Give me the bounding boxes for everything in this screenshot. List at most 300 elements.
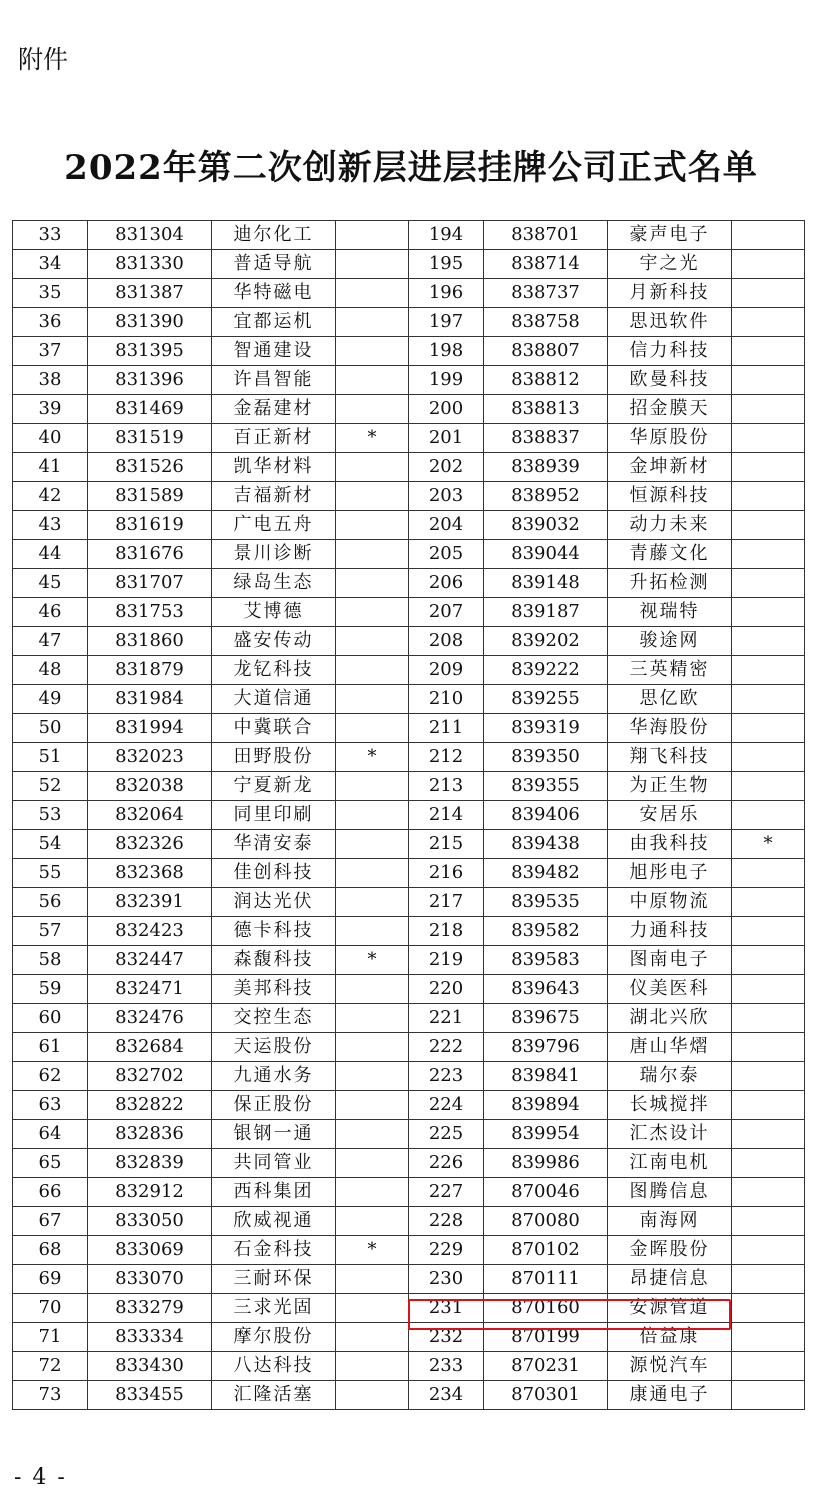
cell-left-no: 51 bbox=[13, 743, 88, 772]
table-row bbox=[13, 1352, 805, 1381]
cell-left-code: 832822 bbox=[88, 1091, 212, 1120]
cell-left-mark: * bbox=[336, 1236, 409, 1265]
cell-right-no: 205 bbox=[409, 540, 484, 569]
cell-right-mark bbox=[732, 714, 805, 743]
cell-left-name: 迪尔化工 bbox=[212, 221, 336, 250]
cell-left-code: 832038 bbox=[88, 772, 212, 801]
cell-right-code: 839675 bbox=[484, 1004, 608, 1033]
cell-left-name: 保正股份 bbox=[212, 1091, 336, 1120]
cell-left-no: 35 bbox=[13, 279, 88, 308]
cell-right-mark bbox=[732, 1323, 805, 1352]
cell-left-code: 831984 bbox=[88, 685, 212, 714]
cell-right-code: 839255 bbox=[484, 685, 608, 714]
cell-left-mark bbox=[336, 366, 409, 395]
cell-left-no: 53 bbox=[13, 801, 88, 830]
cell-left-name: 西科集团 bbox=[212, 1178, 336, 1207]
table-row bbox=[13, 1381, 805, 1410]
cell-left-mark bbox=[336, 1033, 409, 1062]
cell-left-code: 831519 bbox=[88, 424, 212, 453]
cell-right-name: 倍益康 bbox=[608, 1323, 732, 1352]
cell-right-no: 199 bbox=[409, 366, 484, 395]
cell-left-mark bbox=[336, 830, 409, 859]
cell-left-no: 60 bbox=[13, 1004, 88, 1033]
cell-right-mark bbox=[732, 772, 805, 801]
cell-right-name: 升拓检测 bbox=[608, 569, 732, 598]
cell-right-mark bbox=[732, 366, 805, 395]
cell-right-code: 870231 bbox=[484, 1352, 608, 1381]
cell-left-name: 天运股份 bbox=[212, 1033, 336, 1062]
cell-left-no: 72 bbox=[13, 1352, 88, 1381]
cell-right-no: 220 bbox=[409, 975, 484, 1004]
company-list-table bbox=[12, 220, 805, 1410]
cell-left-mark bbox=[336, 598, 409, 627]
cell-right-code: 839582 bbox=[484, 917, 608, 946]
cell-left-code: 833069 bbox=[88, 1236, 212, 1265]
table-row bbox=[13, 772, 805, 801]
table-row bbox=[13, 453, 805, 482]
cell-right-mark bbox=[732, 1294, 805, 1323]
cell-right-code: 870111 bbox=[484, 1265, 608, 1294]
cell-right-name: 信力科技 bbox=[608, 337, 732, 366]
cell-left-code: 831619 bbox=[88, 511, 212, 540]
table-row bbox=[13, 801, 805, 830]
cell-left-no: 55 bbox=[13, 859, 88, 888]
cell-left-no: 56 bbox=[13, 888, 88, 917]
cell-right-no: 226 bbox=[409, 1149, 484, 1178]
cell-right-no: 232 bbox=[409, 1323, 484, 1352]
cell-right-code: 839894 bbox=[484, 1091, 608, 1120]
cell-left-mark: * bbox=[336, 424, 409, 453]
cell-left-name: 同里印刷 bbox=[212, 801, 336, 830]
cell-left-mark bbox=[336, 279, 409, 308]
cell-right-mark bbox=[732, 1033, 805, 1062]
cell-left-no: 71 bbox=[13, 1323, 88, 1352]
cell-right-code: 838758 bbox=[484, 308, 608, 337]
cell-right-mark bbox=[732, 1265, 805, 1294]
table-row bbox=[13, 1207, 805, 1236]
table-row bbox=[13, 540, 805, 569]
cell-left-no: 39 bbox=[13, 395, 88, 424]
cell-right-code: 839482 bbox=[484, 859, 608, 888]
cell-right-code: 839350 bbox=[484, 743, 608, 772]
cell-left-code: 833430 bbox=[88, 1352, 212, 1381]
cell-left-name: 德卡科技 bbox=[212, 917, 336, 946]
cell-left-code: 832368 bbox=[88, 859, 212, 888]
table-row bbox=[13, 888, 805, 917]
cell-right-mark bbox=[732, 627, 805, 656]
cell-right-no: 225 bbox=[409, 1120, 484, 1149]
cell-right-mark bbox=[732, 1149, 805, 1178]
table-row bbox=[13, 1062, 805, 1091]
cell-right-code: 838813 bbox=[484, 395, 608, 424]
cell-left-code: 832064 bbox=[88, 801, 212, 830]
cell-left-mark bbox=[336, 337, 409, 366]
cell-left-name: 森馥科技 bbox=[212, 946, 336, 975]
table-row bbox=[13, 250, 805, 279]
cell-right-mark bbox=[732, 337, 805, 366]
cell-right-mark bbox=[732, 1381, 805, 1410]
cell-left-name: 广电五舟 bbox=[212, 511, 336, 540]
cell-right-name: 思亿欧 bbox=[608, 685, 732, 714]
cell-right-no: 208 bbox=[409, 627, 484, 656]
cell-left-code: 831526 bbox=[88, 453, 212, 482]
cell-left-no: 59 bbox=[13, 975, 88, 1004]
cell-left-name: 欣威视通 bbox=[212, 1207, 336, 1236]
table-row bbox=[13, 685, 805, 714]
cell-left-name: 金磊建材 bbox=[212, 395, 336, 424]
cell-right-name: 金坤新材 bbox=[608, 453, 732, 482]
cell-right-name: 翔飞科技 bbox=[608, 743, 732, 772]
cell-left-mark bbox=[336, 308, 409, 337]
cell-right-mark bbox=[732, 250, 805, 279]
table-row bbox=[13, 395, 805, 424]
table-row bbox=[13, 743, 805, 772]
cell-right-code: 870301 bbox=[484, 1381, 608, 1410]
cell-right-code: 870102 bbox=[484, 1236, 608, 1265]
table-row bbox=[13, 830, 805, 859]
cell-right-name: 江南电机 bbox=[608, 1149, 732, 1178]
cell-left-code: 832702 bbox=[88, 1062, 212, 1091]
cell-right-no: 217 bbox=[409, 888, 484, 917]
cell-left-name: 石金科技 bbox=[212, 1236, 336, 1265]
cell-left-code: 831589 bbox=[88, 482, 212, 511]
cell-left-no: 49 bbox=[13, 685, 88, 714]
cell-right-code: 839202 bbox=[484, 627, 608, 656]
cell-left-code: 832423 bbox=[88, 917, 212, 946]
cell-left-mark bbox=[336, 1207, 409, 1236]
cell-left-name: 龙钇科技 bbox=[212, 656, 336, 685]
table-row bbox=[13, 337, 805, 366]
cell-right-name: 长城搅拌 bbox=[608, 1091, 732, 1120]
cell-left-code: 831707 bbox=[88, 569, 212, 598]
cell-left-name: 普适导航 bbox=[212, 250, 336, 279]
cell-right-mark bbox=[732, 917, 805, 946]
cell-right-code: 838714 bbox=[484, 250, 608, 279]
cell-right-mark bbox=[732, 946, 805, 975]
cell-left-mark bbox=[336, 1294, 409, 1323]
cell-right-no: 206 bbox=[409, 569, 484, 598]
cell-right-no: 195 bbox=[409, 250, 484, 279]
cell-right-no: 219 bbox=[409, 946, 484, 975]
cell-right-no: 201 bbox=[409, 424, 484, 453]
cell-right-code: 839438 bbox=[484, 830, 608, 859]
cell-right-code: 839796 bbox=[484, 1033, 608, 1062]
cell-right-mark bbox=[732, 598, 805, 627]
table-row bbox=[13, 656, 805, 685]
cell-right-no: 230 bbox=[409, 1265, 484, 1294]
cell-right-no: 211 bbox=[409, 714, 484, 743]
cell-right-code: 838952 bbox=[484, 482, 608, 511]
cell-left-name: 银钢一通 bbox=[212, 1120, 336, 1149]
cell-right-mark bbox=[732, 1236, 805, 1265]
cell-right-no: 216 bbox=[409, 859, 484, 888]
cell-left-mark: * bbox=[336, 743, 409, 772]
cell-right-name: 动力未来 bbox=[608, 511, 732, 540]
cell-right-name: 安居乐 bbox=[608, 801, 732, 830]
cell-right-name: 青藤文化 bbox=[608, 540, 732, 569]
table-row bbox=[13, 279, 805, 308]
cell-right-no: 213 bbox=[409, 772, 484, 801]
cell-right-name: 南海网 bbox=[608, 1207, 732, 1236]
cell-left-code: 831395 bbox=[88, 337, 212, 366]
cell-right-code: 838701 bbox=[484, 221, 608, 250]
cell-left-no: 58 bbox=[13, 946, 88, 975]
cell-left-mark bbox=[336, 540, 409, 569]
cell-right-name: 汇杰设计 bbox=[608, 1120, 732, 1149]
cell-left-name: 佳创科技 bbox=[212, 859, 336, 888]
cell-left-no: 50 bbox=[13, 714, 88, 743]
cell-right-mark bbox=[732, 395, 805, 424]
table-row bbox=[13, 221, 805, 250]
cell-left-code: 833279 bbox=[88, 1294, 212, 1323]
table-row bbox=[13, 366, 805, 395]
cell-left-no: 47 bbox=[13, 627, 88, 656]
cell-left-name: 田野股份 bbox=[212, 743, 336, 772]
cell-left-code: 832912 bbox=[88, 1178, 212, 1207]
cell-left-mark bbox=[336, 627, 409, 656]
table-row bbox=[13, 714, 805, 743]
cell-right-mark bbox=[732, 975, 805, 1004]
cell-left-no: 46 bbox=[13, 598, 88, 627]
table-row bbox=[13, 511, 805, 540]
cell-left-no: 41 bbox=[13, 453, 88, 482]
cell-left-code: 833070 bbox=[88, 1265, 212, 1294]
attachment-label: 附件 bbox=[18, 45, 69, 74]
cell-right-no: 210 bbox=[409, 685, 484, 714]
cell-right-name: 唐山华熠 bbox=[608, 1033, 732, 1062]
cell-left-mark bbox=[336, 685, 409, 714]
cell-right-name: 图腾信息 bbox=[608, 1178, 732, 1207]
cell-left-name: 许昌智能 bbox=[212, 366, 336, 395]
cell-right-code: 839643 bbox=[484, 975, 608, 1004]
cell-left-mark bbox=[336, 801, 409, 830]
cell-right-mark bbox=[732, 1207, 805, 1236]
cell-right-no: 207 bbox=[409, 598, 484, 627]
cell-right-mark bbox=[732, 859, 805, 888]
cell-right-mark bbox=[732, 540, 805, 569]
cell-left-mark bbox=[336, 975, 409, 1004]
page-number: - 4 - bbox=[14, 1465, 67, 1490]
cell-right-no: 221 bbox=[409, 1004, 484, 1033]
cell-left-no: 67 bbox=[13, 1207, 88, 1236]
cell-left-code: 833455 bbox=[88, 1381, 212, 1410]
cell-right-name: 三英精密 bbox=[608, 656, 732, 685]
cell-left-code: 832471 bbox=[88, 975, 212, 1004]
cell-right-mark bbox=[732, 308, 805, 337]
cell-left-name: 三耐环保 bbox=[212, 1265, 336, 1294]
cell-right-no: 214 bbox=[409, 801, 484, 830]
cell-right-name: 由我科技 bbox=[608, 830, 732, 859]
table-row bbox=[13, 482, 805, 511]
cell-left-name: 共同管业 bbox=[212, 1149, 336, 1178]
cell-right-code: 870080 bbox=[484, 1207, 608, 1236]
cell-left-code: 832447 bbox=[88, 946, 212, 975]
table-row bbox=[13, 917, 805, 946]
cell-left-mark bbox=[336, 1323, 409, 1352]
cell-right-code: 839954 bbox=[484, 1120, 608, 1149]
cell-right-name: 视瑞特 bbox=[608, 598, 732, 627]
cell-left-no: 37 bbox=[13, 337, 88, 366]
cell-left-code: 831469 bbox=[88, 395, 212, 424]
cell-right-code: 839986 bbox=[484, 1149, 608, 1178]
cell-left-mark bbox=[336, 453, 409, 482]
cell-left-mark bbox=[336, 511, 409, 540]
cell-right-name: 安源管道 bbox=[608, 1294, 732, 1323]
cell-right-code: 839841 bbox=[484, 1062, 608, 1091]
cell-left-code: 833334 bbox=[88, 1323, 212, 1352]
cell-left-name: 智通建设 bbox=[212, 337, 336, 366]
cell-right-mark bbox=[732, 1091, 805, 1120]
cell-left-no: 61 bbox=[13, 1033, 88, 1062]
cell-left-no: 65 bbox=[13, 1149, 88, 1178]
cell-right-name: 华原股份 bbox=[608, 424, 732, 453]
cell-right-name: 旭彤电子 bbox=[608, 859, 732, 888]
cell-right-code: 839355 bbox=[484, 772, 608, 801]
cell-left-name: 盛安传动 bbox=[212, 627, 336, 656]
cell-left-mark bbox=[336, 917, 409, 946]
cell-right-mark bbox=[732, 1004, 805, 1033]
cell-left-name: 绿岛生态 bbox=[212, 569, 336, 598]
cell-right-mark bbox=[732, 743, 805, 772]
cell-left-name: 中冀联合 bbox=[212, 714, 336, 743]
cell-left-mark bbox=[336, 1381, 409, 1410]
cell-right-name: 源悦汽车 bbox=[608, 1352, 732, 1381]
cell-right-no: 198 bbox=[409, 337, 484, 366]
cell-left-mark bbox=[336, 1120, 409, 1149]
cell-right-no: 209 bbox=[409, 656, 484, 685]
cell-right-no: 200 bbox=[409, 395, 484, 424]
table-row bbox=[13, 1120, 805, 1149]
cell-left-no: 52 bbox=[13, 772, 88, 801]
cell-right-mark bbox=[732, 279, 805, 308]
cell-right-code: 839222 bbox=[484, 656, 608, 685]
cell-left-mark bbox=[336, 656, 409, 685]
cell-left-mark bbox=[336, 482, 409, 511]
cell-left-mark bbox=[336, 1178, 409, 1207]
cell-right-mark bbox=[732, 221, 805, 250]
cell-right-no: 233 bbox=[409, 1352, 484, 1381]
cell-right-no: 204 bbox=[409, 511, 484, 540]
cell-right-code: 870199 bbox=[484, 1323, 608, 1352]
cell-left-code: 832023 bbox=[88, 743, 212, 772]
cell-right-no: 197 bbox=[409, 308, 484, 337]
cell-left-code: 831753 bbox=[88, 598, 212, 627]
cell-right-mark: * bbox=[732, 830, 805, 859]
table-row bbox=[13, 1265, 805, 1294]
cell-right-mark bbox=[732, 685, 805, 714]
cell-left-mark bbox=[336, 1352, 409, 1381]
cell-left-mark bbox=[336, 250, 409, 279]
table-row bbox=[13, 1033, 805, 1062]
cell-left-mark bbox=[336, 1062, 409, 1091]
table-row bbox=[13, 598, 805, 627]
cell-left-code: 832836 bbox=[88, 1120, 212, 1149]
cell-left-no: 36 bbox=[13, 308, 88, 337]
highlight-box bbox=[408, 1299, 731, 1330]
cell-right-no: 227 bbox=[409, 1178, 484, 1207]
cell-left-name: 摩尔股份 bbox=[212, 1323, 336, 1352]
cell-right-code: 870160 bbox=[484, 1294, 608, 1323]
cell-right-name: 欧曼科技 bbox=[608, 366, 732, 395]
table-row bbox=[13, 627, 805, 656]
cell-right-name: 豪声电子 bbox=[608, 221, 732, 250]
cell-right-name: 思迅软件 bbox=[608, 308, 732, 337]
cell-right-code: 839535 bbox=[484, 888, 608, 917]
cell-right-no: 203 bbox=[409, 482, 484, 511]
cell-left-mark bbox=[336, 1004, 409, 1033]
cell-right-no: 196 bbox=[409, 279, 484, 308]
cell-left-no: 44 bbox=[13, 540, 88, 569]
table-row bbox=[13, 946, 805, 975]
cell-right-code: 839583 bbox=[484, 946, 608, 975]
cell-left-no: 42 bbox=[13, 482, 88, 511]
cell-right-code: 839319 bbox=[484, 714, 608, 743]
cell-left-no: 33 bbox=[13, 221, 88, 250]
cell-right-name: 宇之光 bbox=[608, 250, 732, 279]
cell-right-mark bbox=[732, 1062, 805, 1091]
cell-left-name: 景川诊断 bbox=[212, 540, 336, 569]
cell-left-mark bbox=[336, 1091, 409, 1120]
cell-left-name: 凯华材料 bbox=[212, 453, 336, 482]
cell-left-code: 831879 bbox=[88, 656, 212, 685]
cell-right-mark bbox=[732, 424, 805, 453]
cell-left-no: 62 bbox=[13, 1062, 88, 1091]
table-row bbox=[13, 308, 805, 337]
cell-left-mark bbox=[336, 569, 409, 598]
cell-right-code: 839032 bbox=[484, 511, 608, 540]
cell-right-code: 838837 bbox=[484, 424, 608, 453]
cell-right-code: 838812 bbox=[484, 366, 608, 395]
table-row bbox=[13, 1004, 805, 1033]
cell-left-name: 美邦科技 bbox=[212, 975, 336, 1004]
cell-right-name: 骏途网 bbox=[608, 627, 732, 656]
cell-left-mark bbox=[336, 714, 409, 743]
cell-left-name: 三求光固 bbox=[212, 1294, 336, 1323]
cell-left-name: 宜都运机 bbox=[212, 308, 336, 337]
table-row bbox=[13, 975, 805, 1004]
cell-left-code: 832326 bbox=[88, 830, 212, 859]
cell-right-mark bbox=[732, 453, 805, 482]
cell-left-mark: * bbox=[336, 946, 409, 975]
cell-right-mark bbox=[732, 1120, 805, 1149]
cell-left-name: 吉福新材 bbox=[212, 482, 336, 511]
cell-left-no: 66 bbox=[13, 1178, 88, 1207]
cell-left-code: 831860 bbox=[88, 627, 212, 656]
page-title: 2022年第二次创新层进层挂牌公司正式名单 bbox=[64, 148, 758, 188]
cell-left-name: 艾博德 bbox=[212, 598, 336, 627]
cell-right-code: 839406 bbox=[484, 801, 608, 830]
table-row bbox=[13, 859, 805, 888]
cell-left-no: 68 bbox=[13, 1236, 88, 1265]
cell-right-code: 839044 bbox=[484, 540, 608, 569]
cell-left-name: 交控生态 bbox=[212, 1004, 336, 1033]
cell-left-code: 831676 bbox=[88, 540, 212, 569]
cell-left-name: 汇隆活塞 bbox=[212, 1381, 336, 1410]
cell-left-code: 831304 bbox=[88, 221, 212, 250]
table-row bbox=[13, 1149, 805, 1178]
cell-left-code: 832684 bbox=[88, 1033, 212, 1062]
cell-right-mark bbox=[732, 1352, 805, 1381]
cell-left-name: 九通水务 bbox=[212, 1062, 336, 1091]
cell-right-name: 金晖股份 bbox=[608, 1236, 732, 1265]
cell-left-code: 831330 bbox=[88, 250, 212, 279]
cell-right-code: 839148 bbox=[484, 569, 608, 598]
cell-left-name: 华特磁电 bbox=[212, 279, 336, 308]
cell-left-mark bbox=[336, 395, 409, 424]
cell-right-mark bbox=[732, 888, 805, 917]
cell-right-name: 招金膜天 bbox=[608, 395, 732, 424]
cell-right-no: 234 bbox=[409, 1381, 484, 1410]
